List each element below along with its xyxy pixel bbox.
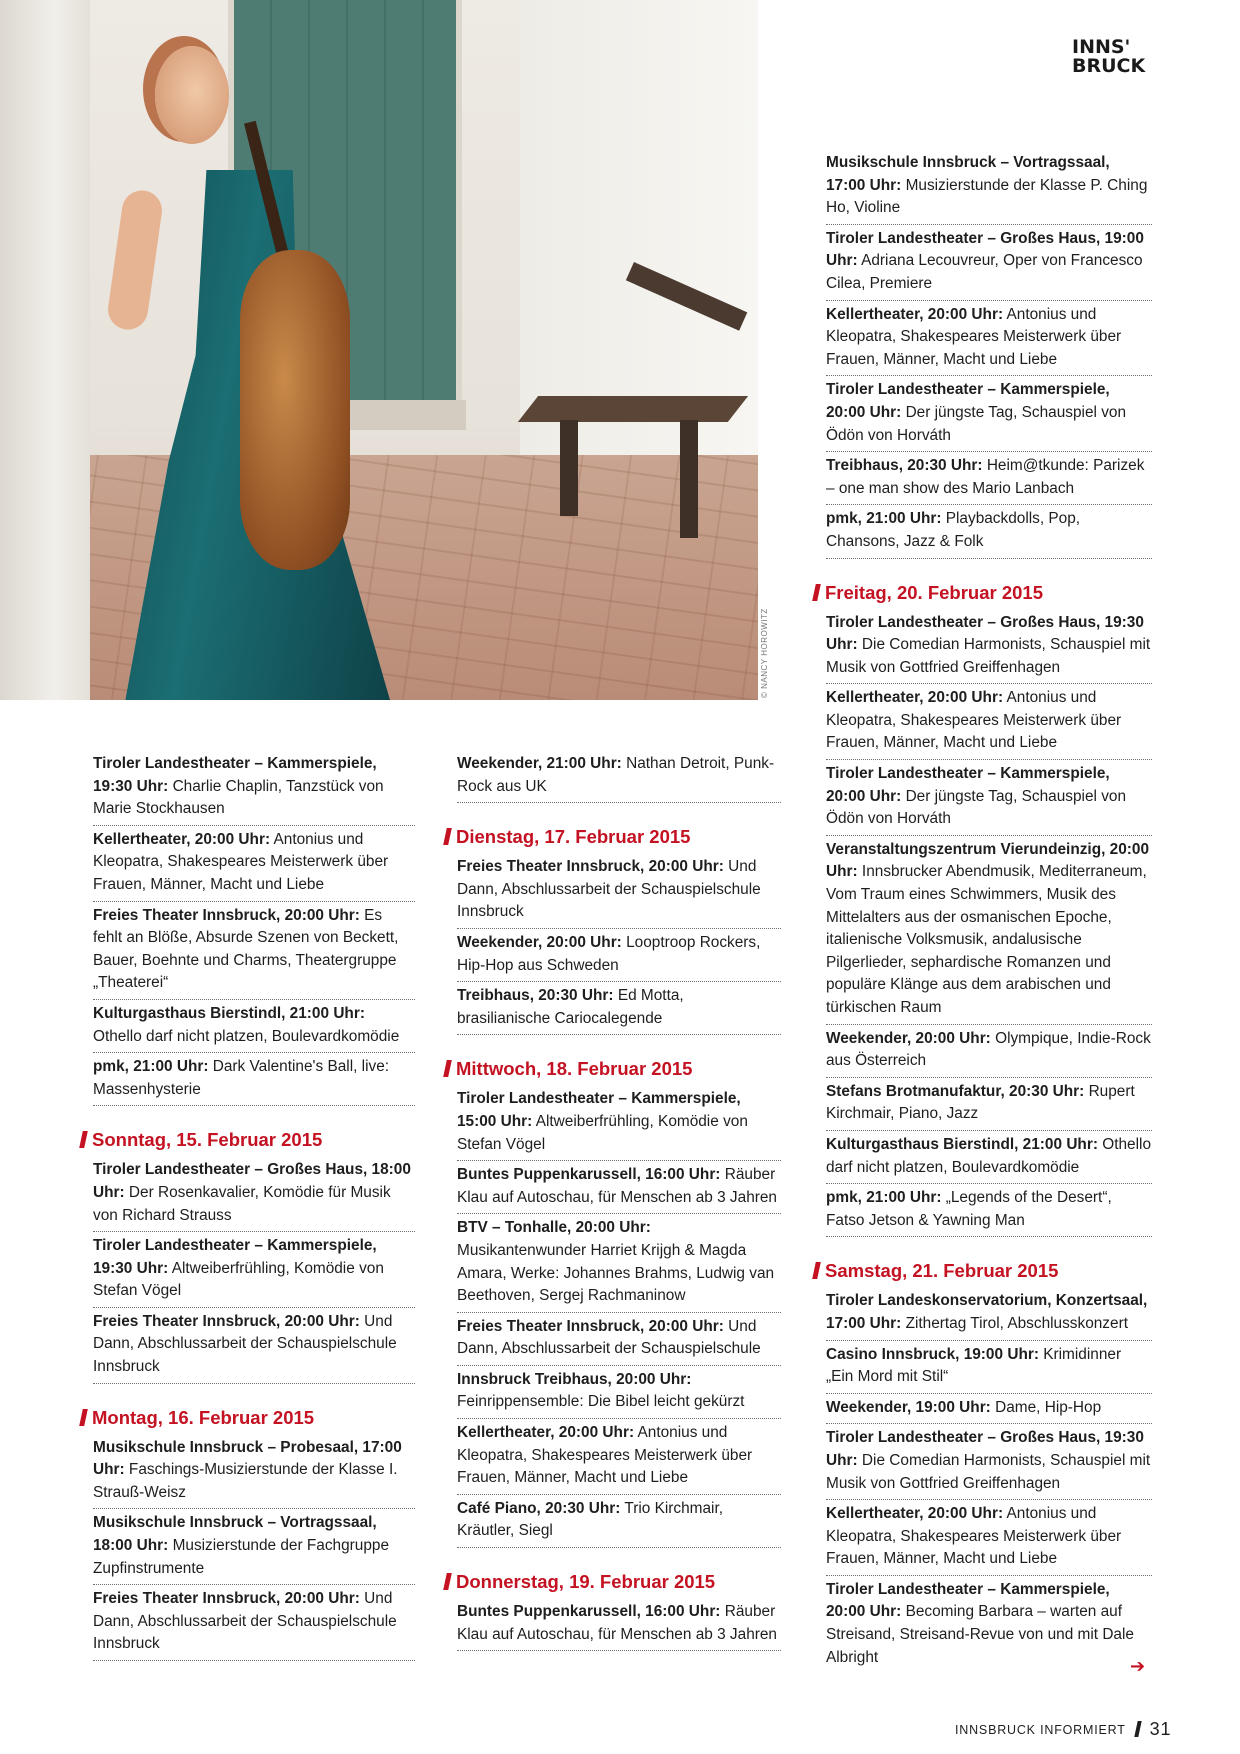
event-entry xyxy=(93,1511,415,1585)
event-entry xyxy=(826,1426,1152,1500)
event-entry xyxy=(826,1027,1152,1078)
event-entry xyxy=(457,752,781,803)
day-heading xyxy=(445,1570,781,1594)
event-description: Nathan Detroit, Punk-Rock aus UK xyxy=(457,755,775,795)
day-marker-icon xyxy=(443,1573,452,1590)
event-venue-time: Veranstaltungszentrum Vierundeinzig, 20:00 Uhr: xyxy=(826,840,1150,881)
day-heading-text: Montag, 16. Februar 2015 xyxy=(92,1406,315,1428)
event-entry xyxy=(93,752,415,826)
photo-credit: © NANCY HOROWITZ xyxy=(760,608,769,698)
event-description: Playbackdolls, Pop, Chansons, Jazz & Folk xyxy=(826,510,1081,550)
event-venue-time: Buntes Puppenkarussell, 16:00 Uhr: xyxy=(457,1603,721,1621)
day-heading-text: Donnerstag, 19. Februar 2015 xyxy=(456,1571,716,1593)
event-description: Und Dann, Abschlussarbeit der Schauspielschule Innsbruck xyxy=(93,1590,397,1653)
event-entry xyxy=(93,1436,415,1510)
event-description: Räuber Klau auf Autoschau, für Menschen ab 3 Jahren xyxy=(457,1603,777,1643)
event-venue-time: Musikschule Innsbruck – Probesaal, 17:00 Uhr: xyxy=(93,1438,402,1479)
event-description: Dame, Hip-Hop xyxy=(995,1398,1102,1416)
day-heading-text: Mittwoch, 18. Februar 2015 xyxy=(456,1058,693,1080)
event-entry xyxy=(826,507,1152,558)
day-heading-text: Dienstag, 17. Februar 2015 xyxy=(456,826,691,848)
event-venue-time: Freies Theater Innsbruck, 20:00 Uhr: xyxy=(93,1312,360,1330)
event-venue-time: Kulturgasthaus Bierstindl, 21:00 Uhr: xyxy=(826,1135,1098,1153)
event-venue-time: Tiroler Landestheater – Kammerspiele, 20:00 Uhr: xyxy=(826,1580,1110,1621)
day-marker-icon xyxy=(812,1262,821,1279)
event-venue-time: Weekender, 19:00 Uhr: xyxy=(826,1398,991,1416)
event-venue-time: Tiroler Landeskonservatorium, Konzertsaal, 17:00 Uhr: xyxy=(826,1292,1148,1332)
event-description: Musizierstunde der Klasse P. Ching Ho, Violine xyxy=(826,176,1148,217)
photo-bench xyxy=(518,396,748,422)
event-description: Altweiberfrühling, Komödie von Stefan Vögel xyxy=(93,1259,384,1300)
event-description: Antonius und Kleopatra, Shakespeares Meisterwerk über Frauen, Männer, Macht und Liebe xyxy=(457,1424,753,1487)
event-description: Und Dann, Abschlussarbeit der Schauspielschule Innsbruck xyxy=(93,1312,397,1376)
event-entry xyxy=(457,1600,781,1651)
event-description: Rupert Kirchmair, Piano, Jazz xyxy=(826,1082,1135,1123)
event-venue-time: Tiroler Landestheater – Kammerspiele, 20:00 Uhr: xyxy=(826,765,1110,805)
day-marker-icon xyxy=(79,1131,88,1148)
day-heading xyxy=(81,1128,415,1152)
event-venue-time: Weekender, 21:00 Uhr: xyxy=(457,755,622,772)
event-entry xyxy=(826,762,1152,836)
event-description: Innsbrucker Abendmusik, Mediterraneum, Vom Traum eines Schwimmers, Musik des Mittelalters aus der osmanischen Epoche, italienische Volksmusik, andalusische Pilgerlieder, sephardische Romanzen und populäre Klänge aus dem arabischen und türkischen Raum xyxy=(826,863,1147,1016)
event-description: Es fehlt an Blöße, Absurde Szenen von Beckett, Bauer, Boehnte und Charms, Theatergruppe „Theaterei“ xyxy=(93,906,399,992)
event-description: Antonius und Kleopatra, Shakespeares Meisterwerk über Frauen, Männer, Macht und Liebe xyxy=(826,689,1122,752)
event-description: „Legends of the Desert“, Fatso Jetson & Yawning Man xyxy=(826,1189,1112,1229)
event-venue-time: Tiroler Landestheater – Großes Haus, 19:30 Uhr: xyxy=(826,1429,1144,1469)
event-venue-time: Kellertheater, 20:00 Uhr: xyxy=(826,689,1004,707)
event-entry xyxy=(93,1158,415,1232)
day-heading xyxy=(445,825,781,849)
event-entry xyxy=(457,1421,781,1495)
day-heading xyxy=(445,1057,781,1081)
event-description: Die Comedian Harmonists, Schauspiel mit Musik von Gottfried Greiffenhagen xyxy=(826,1451,1151,1492)
event-entry xyxy=(93,904,415,1000)
event-entry xyxy=(457,1163,781,1214)
event-venue-time: Kellertheater, 20:00 Uhr: xyxy=(93,830,271,848)
event-entry xyxy=(826,1080,1152,1131)
event-description: Der jüngste Tag, Schauspiel von Ödön von Horváth xyxy=(826,403,1127,444)
event-entry xyxy=(93,1310,415,1384)
event-venue-time: Tiroler Landestheater – Großes Haus, 19:00 Uhr: xyxy=(826,229,1144,270)
event-entry xyxy=(826,1502,1152,1576)
photo-bench-leg xyxy=(680,420,698,538)
day-marker-icon xyxy=(443,1060,452,1077)
day-marker-icon xyxy=(443,828,452,845)
event-entry xyxy=(457,1315,781,1366)
day-marker-icon xyxy=(812,584,821,601)
event-entry xyxy=(826,227,1152,301)
event-description: Und Dann, Abschlussarbeit der Schauspielschule xyxy=(457,1317,761,1358)
event-entry xyxy=(93,1234,415,1308)
event-venue-time: Kellertheater, 20:00 Uhr: xyxy=(826,305,1004,323)
event-venue-time: Treibhaus, 20:30 Uhr: xyxy=(826,457,983,475)
event-venue-time: pmk, 21:00 Uhr: xyxy=(826,1189,942,1207)
left-column xyxy=(93,752,415,1663)
day-heading-text: Sonntag, 15. Februar 2015 xyxy=(92,1129,323,1151)
cellist-photo xyxy=(0,0,758,700)
event-venue-time: Stefans Brotmanufaktur, 20:30 Uhr: xyxy=(826,1082,1085,1100)
footer-separator-icon xyxy=(1134,1721,1141,1737)
event-description: Antonius und Kleopatra, Shakespeares Meisterwerk über Frauen, Männer, Macht und Liebe xyxy=(826,305,1122,368)
event-description: Musikantenwunder Harriet Krijgh & Magda Amara, Werke: Johannes Brahms, Ludwig van Beethoven, Sergej Rachmaninow xyxy=(457,1241,775,1305)
event-venue-time: Musikschule Innsbruck – Vortragssaal, 18:00 Uhr: xyxy=(93,1514,377,1555)
event-entry xyxy=(826,151,1152,225)
event-description: Looptroop Rockers, Hip-Hop aus Schweden xyxy=(457,933,761,974)
event-description: Altweiberfrühling, Komödie von Stefan Vögel xyxy=(457,1112,748,1153)
event-venue-time: Buntes Puppenkarussell, 16:00 Uhr: xyxy=(457,1166,721,1184)
event-entry xyxy=(826,1186,1152,1237)
day-marker-icon xyxy=(79,1409,88,1426)
event-description: Othello darf nicht platzen, Boulevardkomödie xyxy=(826,1135,1151,1176)
event-venue-time: Innsbruck Treibhaus, 20:00 Uhr: xyxy=(457,1370,692,1388)
event-entry xyxy=(93,1002,415,1053)
event-entry xyxy=(826,1578,1152,1673)
day-heading-text: Freitag, 20. Februar 2015 xyxy=(825,581,1043,603)
photo-cello xyxy=(240,250,350,570)
event-venue-time: pmk, 21:00 Uhr: xyxy=(93,1058,209,1076)
event-description: Der Rosenkavalier, Komödie für Musik von Richard Strauss xyxy=(93,1183,391,1224)
event-entry xyxy=(93,1055,415,1106)
photo-arm xyxy=(105,188,164,332)
event-entry xyxy=(826,1396,1152,1425)
event-venue-time: Kellertheater, 20:00 Uhr: xyxy=(826,1505,1004,1523)
logo-line-2: BRUCK xyxy=(1072,55,1146,77)
event-entry xyxy=(93,1587,415,1661)
event-venue-time: Freies Theater Innsbruck, 20:00 Uhr: xyxy=(457,858,724,876)
page-footer xyxy=(955,1719,1171,1740)
event-entry xyxy=(826,454,1152,505)
event-venue-time: Tiroler Landestheater – Großes Haus, 19:30 Uhr: xyxy=(826,613,1144,654)
event-venue-time: Freies Theater Innsbruck, 20:00 Uhr: xyxy=(457,1317,724,1335)
event-description: Zithertag Tirol, Abschlusskonzert xyxy=(905,1314,1128,1332)
event-entry xyxy=(457,1368,781,1419)
event-venue-time: Tiroler Landestheater – Großes Haus, 18:00 Uhr: xyxy=(93,1161,411,1201)
event-description: Räuber Klau auf Autoschau, für Menschen ab 3 Jahren xyxy=(457,1166,777,1206)
day-heading xyxy=(814,581,1152,605)
event-venue-time: Tiroler Landestheater – Kammerspiele, 19:30 Uhr: xyxy=(93,755,377,795)
event-venue-time: Tiroler Landestheater – Kammerspiele, 19:30 Uhr: xyxy=(93,1237,377,1277)
event-description: Und Dann, Abschlussarbeit der Schauspielschule Innsbruck xyxy=(457,858,761,921)
event-description: Dark Valentine's Ball, live: Massenhysterie xyxy=(93,1058,390,1098)
event-venue-time: Treibhaus, 20:30 Uhr: xyxy=(457,987,614,1005)
event-entry xyxy=(826,686,1152,760)
event-venue-time: Tiroler Landestheater – Kammerspiele, 20:00 Uhr: xyxy=(826,381,1110,421)
event-entry xyxy=(93,828,415,902)
event-description: Antonius und Kleopatra, Shakespeares Meisterwerk über Frauen, Männer, Macht und Liebe xyxy=(93,830,389,893)
logo-line-1: INNS' xyxy=(1072,36,1131,58)
photo-bench-leg xyxy=(560,420,578,516)
event-venue-time: Weekender, 20:00 Uhr: xyxy=(826,1029,991,1047)
event-venue-time: Musikschule Innsbruck – Vortragssaal, 17:00 Uhr: xyxy=(826,154,1110,194)
event-entry xyxy=(826,303,1152,377)
event-description: Feinrippensemble: Die Bibel leicht gekürzt xyxy=(457,1393,745,1411)
event-entry xyxy=(826,1343,1152,1394)
day-heading xyxy=(814,1259,1152,1283)
event-venue-time: Kulturgasthaus Bierstindl, 21:00 Uhr: xyxy=(93,1004,365,1022)
event-venue-time: Tiroler Landestheater – Kammerspiele, 15:00 Uhr: xyxy=(457,1090,741,1130)
event-description: Othello darf nicht platzen, Boulevardkomödie xyxy=(93,1027,400,1045)
middle-column xyxy=(457,752,781,1653)
event-description: Musizierstunde der Fachgruppe Zupfinstrumente xyxy=(93,1537,390,1577)
photo-wall xyxy=(520,0,758,460)
event-venue-time: Café Piano, 20:30 Uhr: xyxy=(457,1499,621,1517)
event-description: Ed Motta, brasilianische Cariocalegende xyxy=(457,987,684,1027)
event-description: Trio Kirchmair, Kräutler, Siegl xyxy=(457,1499,724,1540)
event-entry xyxy=(826,1133,1152,1184)
event-description: Heim@tkunde: Parizek – one man show des Mario Lanbach xyxy=(826,457,1145,497)
event-entry xyxy=(826,611,1152,685)
event-venue-time: Casino Innsbruck, 19:00 Uhr: xyxy=(826,1345,1039,1363)
day-heading xyxy=(81,1406,415,1430)
event-description: Die Comedian Harmonists, Schauspiel mit Musik von Gottfried Greiffenhagen xyxy=(826,636,1151,676)
event-description: Olympique, Indie-Rock aus Österreich xyxy=(826,1029,1151,1070)
event-venue-time: Freies Theater Innsbruck, 20:00 Uhr: xyxy=(93,1590,360,1608)
event-description: Faschings-Musizierstunde der Klasse I. Strauß-Weisz xyxy=(93,1461,398,1501)
day-heading-text: Samstag, 21. Februar 2015 xyxy=(825,1260,1059,1282)
event-venue-time: pmk, 21:00 Uhr: xyxy=(826,510,942,528)
event-entry xyxy=(457,931,781,982)
event-description: Becoming Barbara – warten auf Streisand, Streisand-Revue von und mit Dale Albright xyxy=(826,1603,1134,1666)
event-venue-time: Kellertheater, 20:00 Uhr: xyxy=(457,1424,635,1442)
right-column xyxy=(826,151,1152,1675)
event-entry xyxy=(457,855,781,929)
event-description: Antonius und Kleopatra, Shakespeares Meisterwerk über Frauen, Männer, Macht und Liebe xyxy=(826,1505,1122,1568)
continue-arrow-icon: ➔ xyxy=(1130,1656,1146,1676)
event-entry xyxy=(457,1087,781,1161)
event-venue-time: BTV – Tonhalle, 20:00 Uhr: xyxy=(457,1219,651,1237)
event-entry xyxy=(826,1289,1152,1340)
photo-head xyxy=(155,46,229,144)
event-description: Charlie Chaplin, Tanzstück von Marie Stockhausen xyxy=(93,777,384,818)
event-entry xyxy=(457,1216,781,1312)
event-description: Der jüngste Tag, Schauspiel von Ödön von Horváth xyxy=(826,787,1127,828)
event-entry xyxy=(457,984,781,1035)
event-description: Krimidinner „Ein Mord mit Stil“ xyxy=(826,1345,1122,1386)
event-entry xyxy=(826,838,1152,1025)
page-number: 31 xyxy=(1149,1719,1172,1739)
event-entry xyxy=(826,378,1152,452)
event-description: Adriana Lecouvreur, Oper von Francesco Cilea, Premiere xyxy=(826,252,1143,292)
event-venue-time: Freies Theater Innsbruck, 20:00 Uhr: xyxy=(93,906,360,924)
event-entry xyxy=(457,1497,781,1548)
event-venue-time: Weekender, 20:00 Uhr: xyxy=(457,933,622,951)
footer-publication: INNSBRUCK INFORMIERT xyxy=(955,1723,1126,1737)
photo-pillar xyxy=(0,0,90,700)
innsbruck-logo xyxy=(1072,38,1162,76)
